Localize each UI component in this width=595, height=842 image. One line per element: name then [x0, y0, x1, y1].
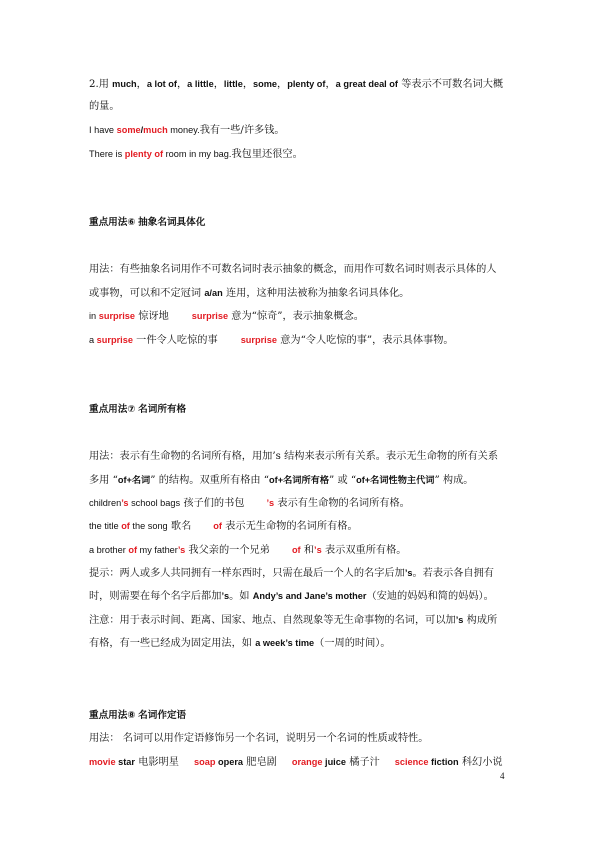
term: some	[116, 125, 141, 135]
term: of	[121, 521, 130, 531]
s3-para-2	[89, 473, 473, 488]
s3-example-3	[89, 543, 406, 558]
explanation: 表示无生命物的名词所有格。	[221, 521, 358, 532]
noun: star	[115, 757, 135, 767]
term: plenty of	[287, 79, 326, 89]
section-heading-8	[89, 709, 186, 723]
text: room in my bag.	[163, 149, 232, 159]
term: a week’s time	[255, 638, 315, 648]
term: ’s	[455, 615, 464, 625]
translation: 橘子汁	[345, 757, 380, 768]
term: soap	[193, 757, 216, 767]
text: ” 构成。	[434, 475, 474, 486]
explanation: 表示双重所有格。	[321, 545, 407, 556]
term: Andy’s	[252, 591, 284, 601]
text: my father	[137, 545, 178, 555]
translation: 电影明星	[134, 757, 179, 768]
heading-number: 重点用法⑦	[89, 404, 139, 415]
s2-para-1: 用法：有些抽象名词用作不可数名词时表示抽象的概念，而用作可数名词时则表示具体的人	[89, 264, 497, 275]
punct: ，	[213, 79, 224, 90]
s3-tip-2	[89, 589, 494, 604]
text: 构成所	[463, 615, 498, 626]
text: I have	[89, 125, 117, 135]
translation: 一件令人吃惊的事	[132, 335, 218, 346]
term: plenty of	[124, 149, 164, 159]
text: 。若表示各自拥有	[412, 568, 494, 579]
text: a	[89, 335, 97, 345]
term: ’s	[221, 591, 230, 601]
section-heading-6	[89, 216, 205, 230]
term: of+名词所有格	[269, 475, 330, 485]
s3-example-2	[89, 519, 358, 534]
term: a lot of	[146, 79, 177, 89]
s1-example-2	[89, 147, 303, 162]
slash: /	[140, 125, 144, 135]
heading-number: 重点用法⑧	[89, 710, 139, 721]
term: little	[223, 79, 243, 89]
text: 等表示不可数名词大概	[397, 79, 504, 90]
term: a great deal of	[335, 79, 398, 89]
term: surprise	[191, 311, 229, 321]
text: the title	[89, 521, 122, 531]
page-number: 4	[500, 771, 505, 781]
text: children	[89, 498, 122, 508]
s3-tip-1	[89, 566, 494, 581]
text: There is	[89, 149, 125, 159]
term: of	[128, 545, 137, 555]
text: 。如	[229, 591, 253, 602]
punct: ，	[277, 79, 288, 90]
text: a brother	[89, 545, 129, 555]
text: in	[89, 311, 99, 321]
text: ” 的结构。双重所有格由 “	[150, 475, 270, 486]
text: 2.用	[89, 79, 113, 90]
term: orange	[291, 757, 323, 767]
translation: 歌名	[167, 521, 192, 532]
translation: 我包里还很空。	[231, 149, 303, 160]
term: much	[143, 125, 168, 135]
punct: ，	[136, 79, 147, 90]
s4-examples	[89, 755, 503, 770]
term: a little	[187, 79, 214, 89]
text: 时，则需要在每个名字后都加	[89, 591, 222, 602]
text: school bags	[128, 498, 181, 508]
term: mother	[332, 591, 367, 601]
text: ” 或 “	[329, 475, 357, 486]
text: 多用 “	[89, 475, 118, 486]
term: and	[283, 591, 305, 601]
s2-example-2	[89, 333, 454, 348]
translation: 肥皂剧	[243, 757, 277, 768]
noun: juice	[322, 757, 346, 767]
s1-line2: 的量。	[89, 101, 120, 112]
term: ’s	[121, 498, 129, 508]
term: of+名词	[117, 475, 151, 485]
term: science	[394, 757, 429, 767]
term: much	[112, 79, 137, 89]
translation: 惊讶地	[134, 311, 169, 322]
translation: 科幻小说	[458, 757, 503, 768]
explanation: 意为“惊奇”，表示抽象概念。	[228, 311, 364, 322]
term: ’s	[404, 568, 413, 578]
heading-title: 抽象名词具体化	[138, 217, 206, 228]
term: movie	[89, 757, 116, 767]
noun: opera	[215, 757, 244, 767]
s1-example-1	[89, 123, 285, 138]
heading-title: 名词作定语	[138, 710, 187, 721]
heading-number: 重点用法⑥	[89, 217, 139, 228]
text: money.	[167, 125, 200, 135]
text: 连用，这种用法被称为抽象名词具体化。	[222, 288, 410, 299]
text: the song	[129, 521, 168, 531]
text: 有格，有一些已经成为固定用法，如	[89, 638, 256, 649]
term: ’s	[266, 498, 275, 508]
term: Jane’s	[304, 591, 333, 601]
translation: 我父亲的一个兄弟	[185, 545, 270, 556]
punct: ，	[242, 79, 253, 90]
term: surprise	[96, 335, 133, 345]
text: 注意：用于表示时间、距离、国家、地点、自然现象等无生命事物的名词，可以加	[89, 615, 456, 626]
translation: 孩子们的书包	[180, 498, 245, 509]
noun: fiction	[428, 757, 459, 767]
term: a/an	[204, 288, 223, 298]
heading-title: 名词所有格	[138, 404, 187, 415]
text: 提示：两人或多人共同拥有一样东西时，只需在最后一个人的名字后加	[89, 568, 405, 579]
term: of	[213, 521, 222, 531]
term: ’s	[314, 545, 322, 555]
section-heading-7	[89, 403, 186, 417]
punct: ，	[325, 79, 336, 90]
term: of+名词性物主代词	[356, 475, 435, 485]
s3-note-1	[89, 613, 497, 628]
s2-example-1	[89, 309, 364, 324]
explanation: 表示有生命物的名词所有格。	[274, 498, 410, 509]
s2-para-2	[89, 286, 409, 301]
translation: （一周的时间）。	[314, 638, 391, 649]
text: 和	[300, 545, 315, 556]
term: of	[291, 545, 301, 555]
explanation: 意为“令人吃惊的事”，表示具体事物。	[276, 335, 454, 346]
translation: （安迪的妈妈和简的妈妈）。	[366, 591, 494, 602]
s3-example-1	[89, 496, 410, 511]
s4-para-1: 用法： 名词可以用作定语修饰另一个名词，说明另一个名词的性质或特性。	[89, 733, 429, 744]
translation: 我有一些/许多钱。	[199, 125, 285, 136]
punct: ，	[176, 79, 188, 90]
text: 或事物，可以和不定冠词	[89, 288, 205, 299]
term: ’s	[177, 545, 186, 555]
term: some	[253, 79, 278, 89]
s1-line1	[89, 77, 503, 92]
s3-para-1: 用法：表示有生命物的名词所有格，用加’s 结构来表示所有关系。表示无生命物的所有关系	[89, 451, 499, 462]
s3-note-2	[89, 636, 391, 651]
term: surprise	[240, 335, 277, 345]
term: surprise	[98, 311, 135, 321]
